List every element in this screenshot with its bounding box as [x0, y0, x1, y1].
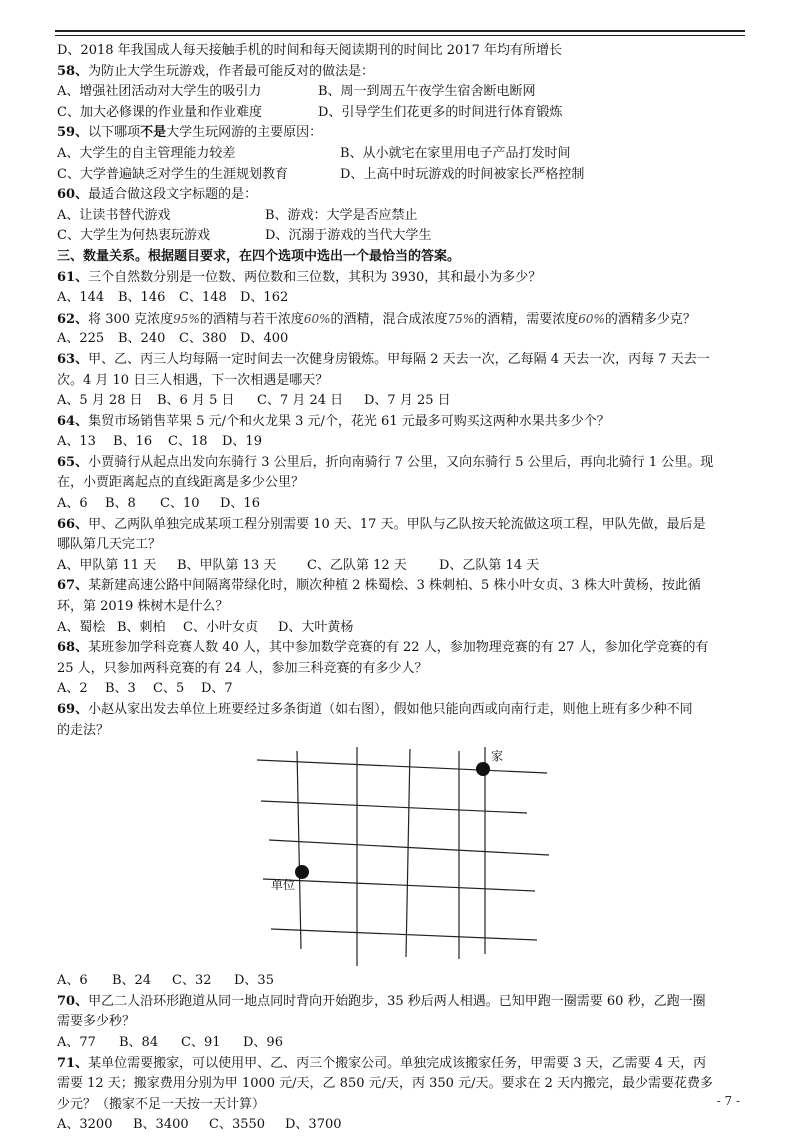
home-label: 家 [491, 749, 504, 764]
option-d: D、35 [234, 973, 274, 989]
street-horizontal [271, 929, 537, 940]
option-c: C、148 [179, 290, 227, 306]
question-number: 62、 [57, 311, 89, 327]
header-rule-thick [55, 30, 745, 32]
option-c: C、91 [181, 1034, 221, 1050]
question-number: 59、 [57, 125, 89, 141]
option-d: D、沉溺于游戏的当代大学生 [265, 228, 432, 244]
q67-stem [57, 576, 747, 597]
home-point [476, 762, 490, 776]
q67-stem-cont: 环，第 2019 株树木是什么？ [57, 599, 229, 615]
question-text: 某新建高速公路中间隔离带绿化时，顺次种植 2 株蜀桧、3 株刺柏、5 株小叶女贞、3 株大叶黄杨，按此循 [88, 578, 701, 594]
question-number: 65、 [57, 454, 89, 470]
question-number: 70、 [57, 993, 89, 1009]
question-text: 某单位需要搬家，可以使用甲、乙、丙三个搬家公司。单独完成该搬家任务，甲需要 3 天，乙需要 4 天，丙 [88, 1055, 707, 1071]
question-text: 小贾骑行从起点出发向东骑行 3 公里后，折向南骑行 7 公里，又向东骑行 5 公里后，再向北骑行 1 公里。现 [88, 454, 714, 470]
option-a: A、144 [57, 290, 105, 306]
q68-options [57, 679, 747, 700]
q58-stem [57, 62, 747, 83]
q62-stem [57, 309, 747, 330]
q57-option-d: D、2018 年我国成人每天接触手机的时间和每天阅读期刊的时间比 2017 年均有所增长 [57, 43, 562, 58]
option-a: A、大学生的自主管理能力较差 [57, 145, 236, 161]
work-label: 单位 [271, 878, 296, 893]
percent-95: 95% [173, 311, 200, 326]
option-a: A、2 [57, 681, 88, 697]
q61-options [57, 288, 747, 309]
question-number: 63、 [57, 351, 89, 367]
question-number: 71、 [57, 1055, 89, 1071]
option-c: C、小叶女贞 [183, 619, 258, 635]
q59-stem [57, 123, 747, 144]
q69-stem [57, 700, 747, 721]
option-b: B、84 [119, 1034, 159, 1050]
question-text: 的酒精与若干浓度 [199, 311, 304, 327]
option-c: C、18 [168, 434, 208, 450]
street-horizontal [263, 879, 535, 891]
option-a: A、225 [57, 331, 105, 347]
option-d: D、162 [240, 290, 289, 306]
option-d: D、大叶黄杨 [278, 619, 354, 635]
question-text: 以下哪项 [88, 125, 141, 141]
option-b: B、甲队第 13 天 [177, 557, 277, 573]
section-heading: 三、数量关系。根据题目要求，在四个选项中选出一个最恰当的答案。 [57, 248, 461, 264]
question-number: 60、 [57, 187, 89, 203]
option-a: A、增强社团活动对大学生的吸引力 [57, 84, 262, 100]
option-d: D、7 [201, 681, 233, 697]
street-horizontal [257, 760, 547, 773]
q69-options [57, 971, 747, 992]
q59-options [57, 144, 747, 185]
question-text: 小赵从家出发去单位上班要经过多条街道（如右图），假如他只能向西或向南行走，则他上班有多少种不同 [88, 702, 693, 717]
option-c: C、大学普遍缺乏对学生的生涯规划教育 [57, 166, 288, 182]
q70-options [57, 1033, 747, 1054]
q66-stem-cont: 哪队第几天完工？ [57, 537, 162, 553]
question-number: 66、 [57, 516, 89, 532]
option-c: C、380 [179, 331, 227, 347]
q71-stem-cont: 需要 12 天；搬家费用分别为甲 1000 元/天，乙 850 元/天，丙 350 元/天。要求在 2 天内搬完，最少需要花费多 [57, 1076, 713, 1092]
work-point [295, 865, 309, 879]
q70-stem [57, 992, 747, 1013]
option-b: B、16 [113, 434, 153, 450]
q71-stem [57, 1054, 747, 1075]
option-b: B、周一到周五午夜学生宿舍断电断网 [318, 84, 536, 100]
q71-stem-cont2: 少元？（搬家不足一天按一天计算） [57, 1096, 266, 1112]
street-grid-diagram [57, 741, 747, 971]
option-a: A、甲队第 11 天 [57, 557, 157, 573]
q63-stem-cont: 次。4 月 10 日三人相遇，下一次相遇是哪天？ [57, 372, 329, 388]
option-b: B、从小就宅在家里用电子产品打发时间 [340, 145, 571, 161]
option-d: D、乙队第 14 天 [439, 557, 540, 573]
q65-stem-cont: 在，小贾距离起点的直线距离是多少公里？ [57, 475, 305, 491]
q65-stem [57, 453, 747, 474]
emphasis-text: 不是 [140, 125, 167, 141]
q65-options [57, 494, 747, 515]
q63-options [57, 391, 747, 412]
street-horizontal [261, 801, 527, 813]
question-number: 67、 [57, 578, 89, 594]
option-d: D、16 [220, 496, 260, 512]
header-rule-thin [55, 35, 745, 36]
option-c: C、大学生为何热衷玩游戏 [57, 228, 210, 244]
q64-options [57, 432, 747, 453]
option-b: B、6 月 5 日 [157, 393, 235, 409]
option-b: B、8 [105, 496, 136, 512]
option-a: A、6 [57, 496, 88, 512]
option-c: C、32 [172, 973, 212, 989]
option-d: D、引导学生们花更多的时间进行体育锻炼 [318, 104, 563, 120]
option-b: B、146 [118, 290, 166, 306]
question-text: 大学生玩网游的主要原因： [166, 125, 323, 141]
option-a: A、让读书替代游戏 [57, 207, 171, 223]
option-c: C、乙队第 12 天 [307, 557, 407, 573]
option-d: D、19 [222, 434, 262, 450]
q71-options [57, 1115, 747, 1136]
option-b: B、游戏：大学是否应禁止 [265, 207, 418, 223]
q66-options [57, 556, 747, 577]
question-text: 最适合做这段文字标题的是： [88, 187, 258, 203]
option-a: A、蜀桧 [57, 619, 106, 635]
option-b: B、刺柏 [117, 619, 166, 635]
question-text: 的酒精，需要浓度 [474, 311, 579, 327]
option-d: D、400 [240, 331, 289, 347]
percent-75: 75% [447, 311, 475, 326]
street-grid-figure [57, 741, 747, 971]
question-text: 三个自然数分别是一位数、两位数和三位数，其积为 3930，其和最小为多少？ [88, 269, 542, 285]
question-number: 64、 [57, 413, 89, 429]
option-a: A、3200 [57, 1117, 113, 1133]
option-d: D、96 [243, 1034, 283, 1050]
question-text: 将 300 克浓度 [88, 311, 174, 327]
option-a: A、6 [57, 973, 88, 989]
option-a: A、13 [57, 434, 96, 450]
q68-stem-cont: 25 人，只参加两科竞赛的有 24 人，参加三科竞赛的有多少人？ [57, 660, 428, 676]
option-c: C、3550 [209, 1117, 266, 1133]
question-text: 某班参加学科竞赛人数 40 人，其中参加数学竞赛的有 22 人，参加物理竞赛的有 27 人，参加化学竞赛的有 [88, 640, 709, 656]
option-a: A、77 [57, 1034, 96, 1050]
question-text: 的酒精多少克？ [604, 311, 696, 327]
option-a: A、5 月 28 日 [57, 393, 143, 409]
question-number: 68、 [57, 640, 89, 656]
question-text: 甲、乙两队单独完成某项工程分别需要 10 天、17 天。甲队与乙队按天轮流做这项工程，甲队先做，最后是 [88, 516, 706, 532]
street-vertical [297, 751, 301, 949]
option-c: C、加大必修课的作业量和作业难度 [57, 104, 262, 120]
street-vertical [406, 749, 410, 957]
q68-stem [57, 638, 747, 659]
q62-options [57, 329, 747, 350]
option-d: D、上高中时玩游戏的时间被家长严格控制 [340, 166, 585, 182]
percent-60: 60% [578, 311, 605, 326]
option-b: B、240 [118, 331, 166, 347]
option-d: D、3700 [285, 1117, 342, 1133]
option-c: C、7 月 24 日 [257, 393, 344, 409]
q63-stem [57, 350, 747, 371]
option-c: C、5 [153, 681, 185, 697]
question-text: 甲、乙、丙三人均每隔一定时间去一次健身房锻炼。甲每隔 2 天去一次，乙每隔 4 天去一次，丙每 7 天去一 [88, 351, 710, 367]
q69-stem-cont: 的走法？ [57, 722, 110, 738]
q70-stem-cont: 需要多少秒？ [57, 1014, 136, 1030]
option-b: B、24 [112, 973, 152, 989]
option-c: C、10 [160, 496, 200, 512]
question-number: 69、 [57, 702, 89, 717]
question-text: 的酒精，混合成浓度 [330, 311, 448, 327]
q58-options [57, 82, 747, 123]
q66-stem [57, 515, 747, 536]
q60-options [57, 206, 747, 247]
q60-stem [57, 185, 747, 206]
option-d: D、7 月 25 日 [364, 393, 451, 409]
page-content [57, 41, 747, 1136]
question-text: 甲乙二人沿环形跑道从同一地点同时背向开始跑步，35 秒后两人相遇。已知甲跑一圈需要 60 秒，乙跑一圈 [88, 993, 706, 1009]
page-number: - 7 - [716, 1094, 740, 1108]
question-text: 集贸市场销售苹果 5 元/个和火龙果 3 元/个，花光 61 元最多可购买这两种水果共多少个？ [88, 413, 610, 429]
q61-stem [57, 268, 747, 289]
q67-options [57, 618, 747, 639]
question-text: 为防止大学生玩游戏，作者最可能反对的做法是： [88, 63, 375, 79]
question-number: 61、 [57, 269, 89, 285]
option-b: B、3400 [133, 1117, 189, 1133]
question-number: 58、 [57, 63, 89, 79]
percent-60: 60% [303, 311, 331, 326]
q64-stem [57, 412, 747, 433]
option-b: B、3 [105, 681, 136, 697]
street-horizontal [269, 840, 549, 855]
